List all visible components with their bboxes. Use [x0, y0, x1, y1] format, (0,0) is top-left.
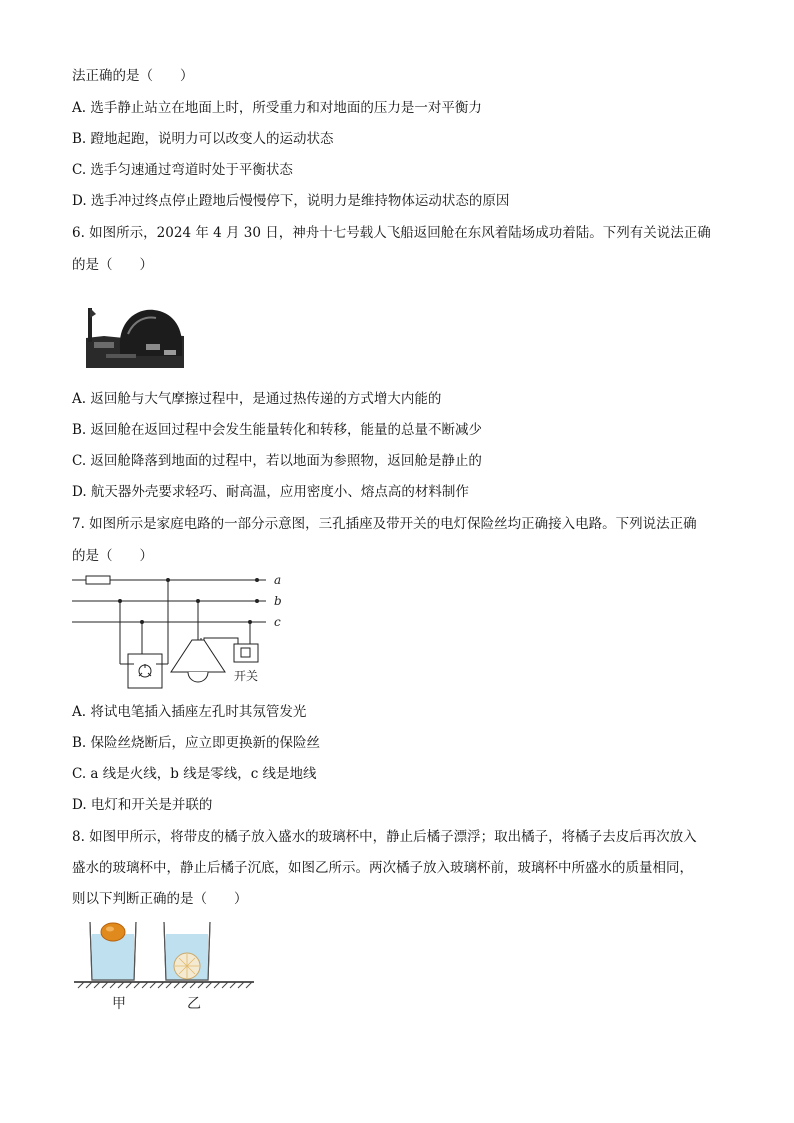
- q7-stem-line1: 7. 如图所示是家庭电路的一部分示意图，三孔插座及带开关的电灯保险丝均正确接入电路。下列说法正确: [72, 516, 697, 532]
- q6-stem-line1: 6. 如图所示，2024 年 4 月 30 日，神舟十七号载人飞船返回舱在东风着陆场成功着陆。下列有关说法正确: [72, 225, 711, 241]
- fuse: [86, 576, 110, 584]
- q6-stem-line2: 的是（ ）: [72, 257, 153, 273]
- three-hole-socket: [128, 654, 162, 688]
- orange-with-peel: [101, 923, 125, 941]
- q6-option-a: A. 返回舱与大气摩擦过程中，是通过热传递的方式增大内能的: [72, 391, 442, 407]
- q6-option-c: C. 返回舱降落到地面的过程中，若以地面为参照物，返回舱是静止的: [72, 453, 482, 469]
- label-yi: 乙: [187, 996, 201, 1012]
- q8-stem-line3: 则以下判断正确的是（ ）: [72, 891, 248, 907]
- circuit-diagram: [70, 570, 290, 692]
- q7-stem-line2: 的是（ ）: [72, 548, 153, 564]
- q8-stem-line1: 8. 如图甲所示，将带皮的橘子放入盛水的玻璃杯中，静止后橘子漂浮；取出橘子，将橘子去皮后再次放入: [72, 829, 697, 845]
- q5-stem-tail: 法正确的是（ ）: [72, 68, 194, 84]
- label-jia: 甲: [112, 996, 126, 1012]
- wire-a-label: a: [274, 573, 282, 587]
- q5-option-a: A. 选手静止站立在地面上时，所受重力和对地面的压力是一对平衡力: [72, 100, 482, 116]
- orange-beakers-figure: [72, 912, 256, 1014]
- q7-option-a: A. 将试电笔插入插座左孔时其氖管发光: [72, 704, 307, 720]
- beaker-left: [90, 922, 136, 980]
- beaker-right: [164, 922, 210, 980]
- q8-stem-line2: 盛水的玻璃杯中，静止后橘子沉底，如图乙所示。两次橘子放入玻璃杯前，玻璃杯中所盛水的质量相同，: [72, 860, 693, 876]
- q7-option-d: D. 电灯和开关是并联的: [72, 797, 213, 813]
- capsule-photo: [84, 298, 186, 370]
- lamp-shade: [171, 640, 225, 672]
- q5-option-d: D. 选手冲过终点停止蹬地后慢慢停下，说明力是维持物体运动状态的原因: [72, 193, 510, 209]
- q5-option-b: B. 蹬地起跑，说明力可以改变人的运动状态: [72, 131, 334, 147]
- wire-c-label: c: [274, 615, 281, 629]
- switch-label: 开关: [234, 669, 259, 683]
- wire-b-label: b: [274, 594, 282, 608]
- q7-option-b: B. 保险丝烧断后，应立即更换新的保险丝: [72, 735, 321, 751]
- q6-option-d: D. 航天器外壳要求轻巧、耐高温，应用密度小、熔点高的材料制作: [72, 484, 469, 500]
- q7-option-c: C. a 线是火线，b 线是零线，c 线是地线: [72, 766, 317, 782]
- q6-option-b: B. 返回舱在返回过程中会发生能量转化和转移，能量的总量不断减少: [72, 422, 483, 438]
- q5-option-c: C. 选手匀速通过弯道时处于平衡状态: [72, 162, 293, 178]
